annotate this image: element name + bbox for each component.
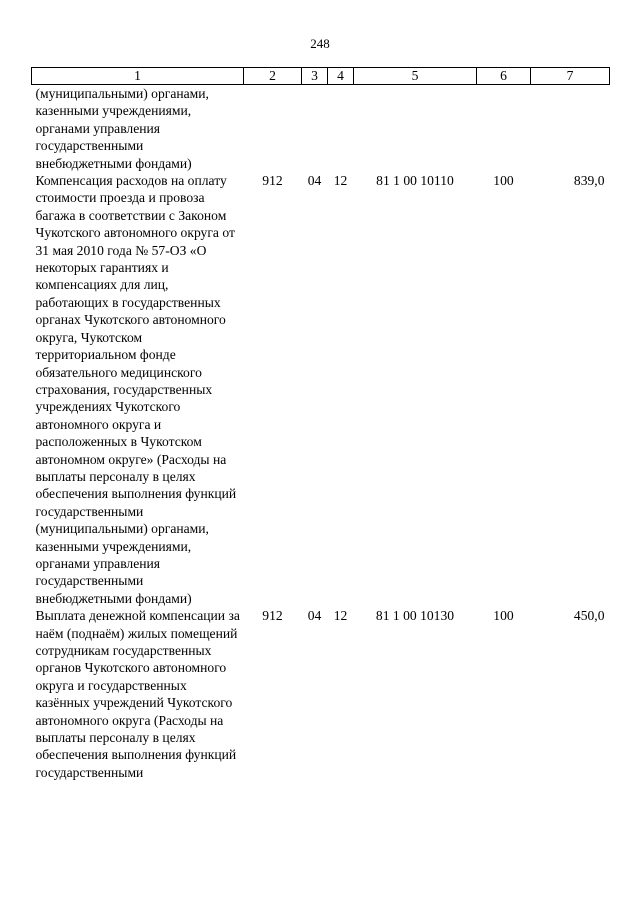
column-header-7: 7 — [531, 68, 610, 85]
table-row — [32, 172, 610, 607]
row-expense-type: 100 — [493, 608, 514, 624]
table-row — [32, 85, 610, 173]
row-expense-type — [477, 85, 531, 173]
column-header-2: 2 — [244, 68, 302, 85]
table-header-row — [32, 68, 610, 85]
column-header-5: 5 — [354, 68, 477, 85]
row-name: Выплата денежной компенсации за наём (поднаём) жилых помещений сотрудникам государственных органов Чукотского автономного округа и государственных казённых учреждений Чукотского автономного округа (Расходы на выплаты персоналу в целях обеспечения выполнения функций государственными — [35, 608, 240, 780]
row-section: 04 — [307, 608, 322, 624]
row-ministry: 912 — [262, 608, 283, 624]
row-ministry: 912 — [262, 173, 283, 189]
page-number: 248 — [310, 36, 330, 51]
row-expense-type: 100 — [493, 173, 514, 189]
row-subsection: 12 — [333, 173, 348, 189]
row-section: 04 — [307, 173, 322, 189]
column-header-4: 4 — [328, 68, 354, 85]
row-subsection: 12 — [333, 608, 348, 624]
row-amount: 839,0 — [573, 173, 605, 189]
row-amount — [531, 85, 610, 173]
row-subsection — [328, 85, 354, 173]
row-name: (муниципальными) органами, казенными учреждениями, органами управления государственными внебюджетными фондами) — [35, 86, 209, 171]
table-row — [32, 607, 610, 781]
row-amount: 450,0 — [573, 608, 605, 624]
row-target — [354, 85, 477, 173]
column-header-3: 3 — [302, 68, 328, 85]
row-target: 81 1 00 10110 — [376, 173, 454, 189]
column-header-1: 1 — [32, 68, 244, 85]
column-header-6: 6 — [477, 68, 531, 85]
row-target: 81 1 00 10130 — [375, 608, 455, 624]
row-section — [302, 85, 328, 173]
row-ministry — [244, 85, 302, 173]
budget-table — [31, 67, 610, 781]
row-name: Компенсация расходов на оплату стоимости проезда и провоза багажа в соответствии с Законом Чукотского автономного округа от 31 мая 2010 года № 57-ОЗ «О некоторых гарантиях и компенсациях для лиц, работающих в государственных органах Чукотского автономного округа, Чукотском территориальном фонде обязательного медицинского страхования, государственных учреждениях Чукотского автономного округа и расположенных в Чукотском автономном округе» (Расходы на выплаты персоналу в целях обеспечения выполнения функций государственными (муниципальными) органами, казенными учреждениями, органами управления государственными внебюджетными фондами) — [35, 173, 237, 606]
